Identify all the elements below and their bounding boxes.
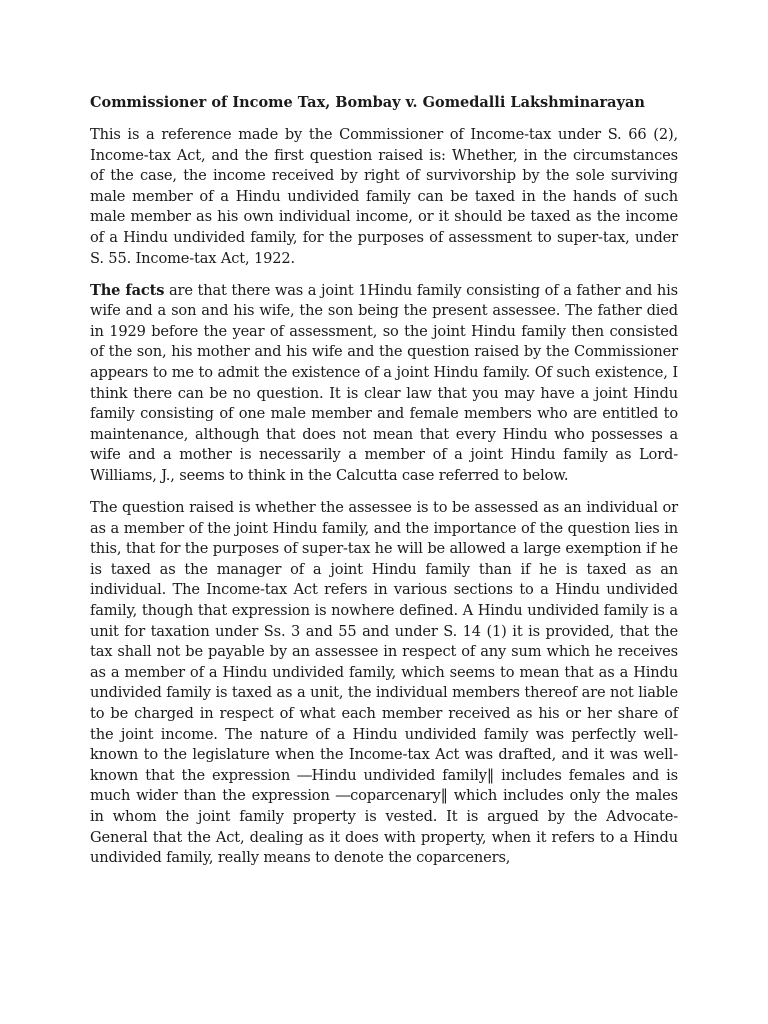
paragraph-3 — [90, 498, 678, 869]
paragraph-1 — [90, 125, 678, 269]
document-page — [90, 92, 678, 880]
document-title: Commissioner of Income Tax, Bombay v. Gomedalli Lakshminarayan — [90, 94, 645, 111]
paragraph-2 — [90, 281, 678, 487]
paragraph-1-text: This is a reference made by the Commissioner of Income-tax under S. 66 (2), Income-tax Act, and the first question raised is: Whether, in the circumstances of the case, the income received by right of survivorship by the sole surviving male member of a Hindu undivided family can be taxed in the hands of such male member as his own individual income, or it should be taxed as the income of a Hindu undivided family, for the purposes of assessment to super-tax, under S. 55. Income-tax Act, 1922. — [90, 126, 678, 267]
paragraph-3-text: The question raised is whether the assessee is to be assessed as an individual or as a member of the joint Hindu family, and the importance of the question lies in this, that for the purposes of super-tax he will be allowed a large exemption if he is taxed as the manager of a joint Hindu family than if he is taxed as an individual. The Income-tax Act refers in various sections to a Hindu undivided family, though that expression is nowhere defined. A Hindu undivided family is a unit for taxation under Ss. 3 and 55 and under S. 14 (1) it is provided, that the tax shall not be payable by an assessee in respect of any sum which he receives as a member of a Hindu undivided family, which seems to mean that as a Hindu undivided family is taxed as a unit, the individual members thereof are not liable to be charged in respect of what each member received as his or her share of the joint income. The nature of a Hindu undivided family was perfectly well-known to the legislature when the Income-tax Act was drafted, and it was well-known that the expression ―Hindu undivided family‖ includes females and is much wider than the expression ―coparcenary‖ which includes only the males in whom the joint family property is vested. It is argued by the Advocate-General that the Act, dealing as it does with property, when it refers to a Hindu undivided family, really means to denote the coparceners, — [90, 499, 678, 867]
paragraph-2-lead: The facts — [90, 281, 165, 299]
paragraph-2-text: are that there was a joint 1Hindu family consisting of a father and his wife and a son and his wife, the son being the present assessee. The father died in 1929 before the year of assessment, so the joint Hindu family then consisted of the son, his mother and his wife and the question raised by the Commissioner appears to me to admit the existence of a joint Hindu family. Of such existence, I think there can be no question. It is clear law that you may have a joint Hindu family consisting of one male member and female members who are entitled to maintenance, although that does not mean that every Hindu who possesses a wife and a mother is necessarily a member of a joint Hindu family as Lord- Williams, J., seems to think in the Calcutta case referred to below. — [90, 281, 678, 484]
